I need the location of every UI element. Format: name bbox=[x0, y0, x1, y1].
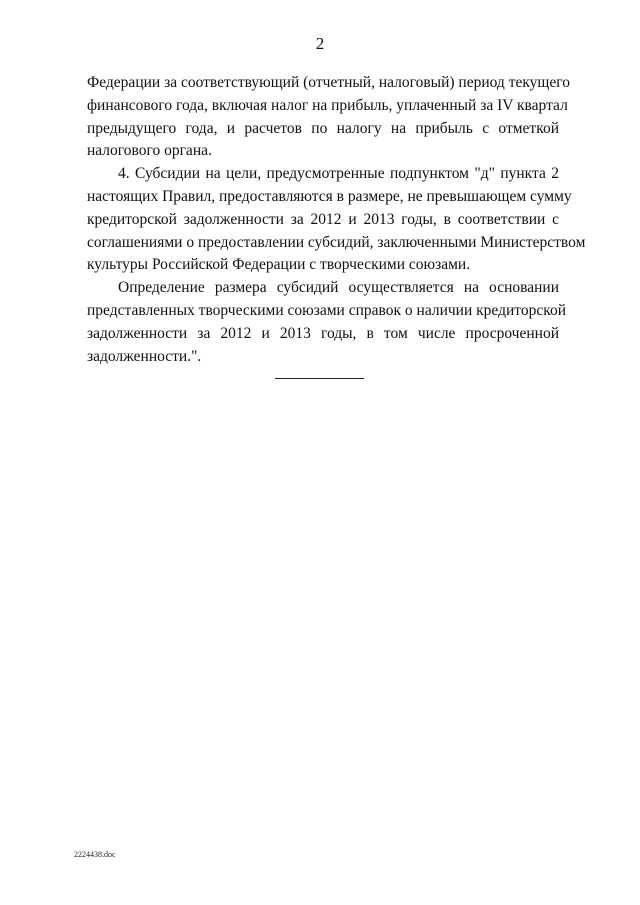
paragraph-item-4 bbox=[87, 163, 586, 277]
page-number: 2 bbox=[315, 34, 325, 53]
text-line: культуры Российской Федерации с творческими союзами. bbox=[87, 256, 471, 274]
paragraph-subsidy-determination bbox=[87, 277, 566, 368]
text-line: соглашениями о предоставлении субсидий, заключенными Министерством bbox=[87, 233, 586, 251]
document-body bbox=[87, 72, 586, 368]
text-line: представленных творческими союзами справок о наличии кредиторской bbox=[87, 301, 566, 319]
text-line: Определение размера субсидий осуществляется на основании bbox=[118, 279, 559, 297]
footer-filename: 2224438.doc bbox=[74, 850, 116, 859]
text-line: финансового года, включая налог на прибыль, уплаченный за IV квартал bbox=[87, 96, 568, 114]
text-line: задолженности за 2012 и 2013 годы, в том числе просроченной bbox=[87, 324, 559, 342]
text-line: задолженности.". bbox=[87, 347, 202, 365]
text-line: 4. Субсидии на цели, предусмотренные подпунктом "д" пункта 2 bbox=[118, 165, 559, 183]
text-line: налогового органа. bbox=[87, 142, 212, 160]
paragraph-continuation bbox=[87, 72, 570, 163]
text-line: предыдущего года, и расчетов по налогу на прибыль с отметкой bbox=[87, 119, 559, 137]
text-line: Федерации за соответствующий (отчетный, налоговый) период текущего bbox=[87, 74, 570, 91]
text-line: настоящих Правил, предоставляются в размере, не превышающем сумму bbox=[87, 187, 572, 205]
section-divider bbox=[275, 378, 364, 379]
text-line: кредиторской задолженности за 2012 и 2013 годы, в соответствии с bbox=[87, 210, 559, 228]
